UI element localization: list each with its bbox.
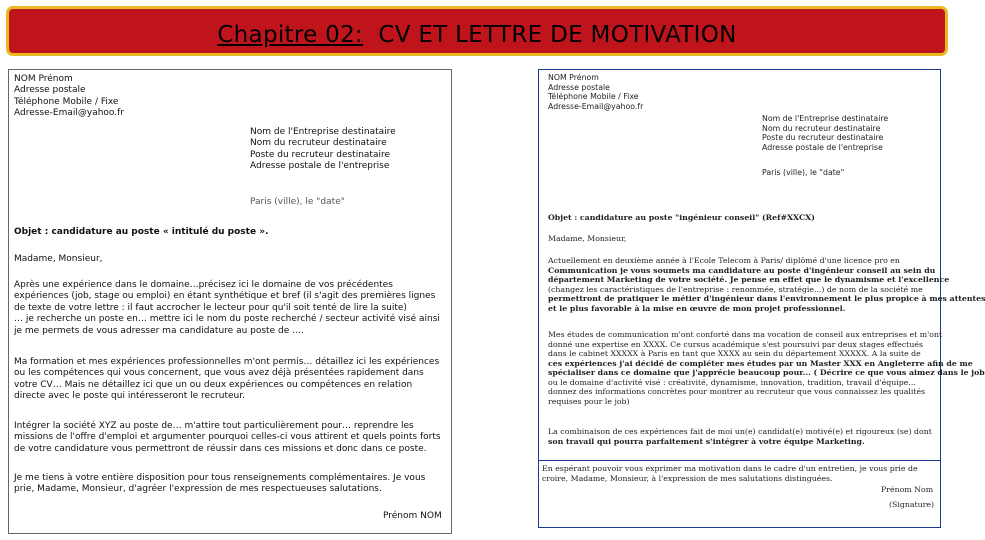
recipient-line: Nom de l'Entreprise destinataire bbox=[250, 127, 396, 137]
sender-line: NOM Prénom bbox=[14, 74, 73, 84]
paragraph-line: permettront de pratiquer le métier d'ingénieur dans l'environnement le plus propice à mes attentes bbox=[548, 294, 985, 303]
paragraph-line: Intégrer la société XYZ au poste de… m'attire tout particulièrement pour… reprendre les bbox=[14, 421, 414, 431]
place-date: Paris (ville), le "date" bbox=[762, 168, 845, 177]
sender-block bbox=[548, 73, 643, 111]
recipient-block bbox=[762, 114, 888, 152]
paragraph-line: et le plus favorable à la mise en œuvre de mon projet professionnel. bbox=[548, 303, 846, 313]
paragraph-line: votre CV… Mais ne détaillez ici que un ou deux expériences ou compétences en relation bbox=[14, 379, 413, 390]
recipient-line: Nom de l'Entreprise destinataire bbox=[762, 114, 889, 123]
chapter-banner bbox=[6, 6, 948, 56]
paragraph-line: ces expériences j'ai décidé de compléter mes études par un Master XXX en Angleterre afin de me bbox=[548, 358, 973, 368]
paragraph-line: expériences (job, stage ou emploi) en étant synthétique et bref (il s'agit des premières lignes bbox=[14, 291, 436, 302]
paragraph-intro bbox=[14, 280, 440, 337]
paragraph-line: donnez des informations concrètes pour montrer au recruteur que vous connaissez les qualités bbox=[548, 387, 926, 396]
paragraph-line: Actuellement en deuxième année à l'Ecole Telecom à Paris/ diplômé d'une licence pro en bbox=[548, 256, 900, 265]
signature-note: (Signature) bbox=[889, 500, 935, 509]
paragraph-motivation bbox=[548, 427, 932, 446]
sender-line: Adresse postale bbox=[14, 85, 86, 96]
paragraph-line: de texte de votre lettre : il faut accrocher le lecteur pour qu'il soit tenté de lire la suite) bbox=[14, 302, 407, 313]
salutation: Madame, Monsieur, bbox=[14, 254, 103, 264]
sender-block bbox=[14, 74, 124, 120]
recipient-block bbox=[250, 127, 396, 173]
paragraph-line: (changez les caractéristiques de l'entreprise : renommée, stratégie...) de nom de la société me bbox=[548, 284, 923, 294]
paragraph-line: Communication je vous soumets ma candidature au poste d'ingénieur conseil au sein du bbox=[548, 265, 936, 275]
recipient-line: Adresse postale de l'entreprise bbox=[250, 161, 390, 172]
signature-name: Prénom Nom bbox=[881, 485, 934, 494]
letter-subject: Objet : candidature au poste "ingénieur conseil" (Ref#XXCX) bbox=[548, 213, 815, 222]
paragraph-experience bbox=[14, 357, 439, 403]
sender-line: Téléphone Mobile / Fixe bbox=[14, 96, 119, 107]
recipient-line: Poste du recruteur destinataire bbox=[762, 133, 884, 142]
paragraph-line: Ma formation et mes expériences professionnelles m'ont permis… détaillez ici les expériences bbox=[14, 357, 440, 367]
sender-line: Adresse postale bbox=[548, 82, 610, 92]
paragraph-motivation bbox=[14, 421, 441, 455]
paragraph-line: Après une expérience dans le domaine…précisez ici le domaine de vos précédentes bbox=[14, 280, 393, 290]
paragraph-line: de votre candidature vous permettront de réussir dans ces missions et donc dans ce poste. bbox=[14, 443, 427, 454]
paragraph-line: Je me tiens à votre entière disposition pour tous renseignements complémentaires. Je vous bbox=[14, 473, 426, 483]
chapter-heading: CV ET LETTRE DE MOTIVATION bbox=[378, 22, 737, 48]
closing-paragraph bbox=[542, 464, 918, 483]
letter-template-left bbox=[8, 69, 452, 534]
sender-line: Téléphone Mobile / Fixe bbox=[548, 92, 639, 101]
paragraph-line: Mes études de communication m'ont conforté dans ma vocation de conseil aux entreprises et m'ont bbox=[548, 330, 943, 339]
paragraph-line: dans le cabinet XXXXX à Paris en tant que XXXX au sein du département XXXXX. A la suite de bbox=[548, 349, 921, 358]
closing-divider bbox=[539, 460, 940, 461]
chapter-title bbox=[9, 22, 945, 48]
recipient-line: Poste du recruteur destinataire bbox=[250, 149, 391, 160]
salutation: Madame, Monsieur, bbox=[548, 234, 627, 243]
recipient-line: Nom du recruteur destinataire bbox=[250, 138, 387, 149]
paragraph-intro bbox=[548, 256, 985, 313]
paragraph-line: … je recherche un poste en… mettre ici le nom du poste recherché / secteur activité visé ainsi bbox=[14, 314, 440, 325]
paragraph-line: En espérant pouvoir vous exprimer ma motivation dans le cadre d'un entretien, je vous prie de bbox=[542, 464, 918, 473]
paragraph-line: missions de l'offre d'emploi et argumenter pourquoi celles-ci vous attirent et quels points forts bbox=[14, 432, 441, 443]
paragraph-line: je me permets de vous adresser ma candidature au poste de …. bbox=[14, 325, 304, 336]
letter-template-right bbox=[538, 69, 985, 528]
closing-paragraph bbox=[14, 473, 425, 496]
letter-subject: Objet : candidature au poste « intitulé du poste ». bbox=[14, 227, 269, 237]
paragraph-line: ou le domaine d'activité visé : créativité, dynamisme, innovation, tradition, travail d'équipe... bbox=[548, 377, 916, 387]
sender-line: Adresse-Email@yahoo.fr bbox=[548, 101, 644, 111]
paragraph-line: département Marketing de votre société. Je pense en effet que le dynamisme et l'excellence bbox=[548, 275, 950, 284]
chapter-label: Chapitre 02: bbox=[217, 22, 364, 48]
paragraph-line: donné une expertise en XXXX. Ce cursus académique s'est poursuivi par deux stages effectués bbox=[548, 339, 924, 349]
paragraph-line: requises pour le job) bbox=[548, 396, 630, 406]
recipient-line: Nom du recruteur destinataire bbox=[762, 123, 881, 133]
signature-name: Prénom NOM bbox=[383, 511, 442, 521]
sender-line: Adresse-Email@yahoo.fr bbox=[14, 108, 125, 119]
paragraph-line: prie, Madame, Monsieur, d'agréer l'expression de mes respectueuses salutations. bbox=[14, 484, 382, 495]
paragraph-line: ou les compétences qui vous concernent, que vous avez déjà présentées rapidement dans bbox=[14, 368, 424, 379]
paragraph-line: croire, Madame, Monsieur, à l'expression de mes salutations distinguées. bbox=[542, 473, 833, 483]
paragraph-line: son travail qui pourra parfaitement s'intégrer à votre équipe Marketing. bbox=[548, 436, 865, 446]
place-date: Paris (ville), le "date" bbox=[250, 197, 345, 207]
sender-line: NOM Prénom bbox=[548, 73, 599, 82]
paragraph-experience bbox=[548, 330, 985, 406]
recipient-line: Adresse postale de l'entreprise bbox=[762, 142, 883, 152]
paragraph-line: directe avec le poste qui intéresseront le recruteur. bbox=[14, 391, 245, 402]
paragraph-line: spécialiser dans ce domaine que j'apprécie beaucoup pour... ( Décrire ce que vous aimez dans le job bbox=[548, 368, 985, 377]
paragraph-line: La combinaison de ces expériences fait de moi un(e) candidat(e) motivé(e) et rigoureux (se) dont bbox=[548, 427, 932, 436]
